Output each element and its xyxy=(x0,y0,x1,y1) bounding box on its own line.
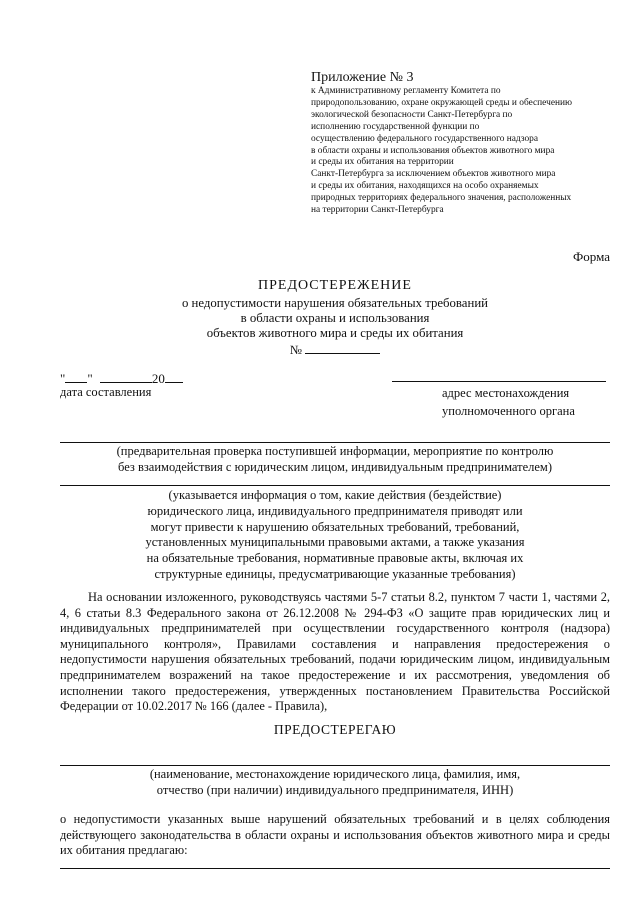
note-check-type: (предварительная проверка поступившей информации, мероприятие по контролю без взаимодействия с юридическим лицом, индивидуальным предпринимателем) xyxy=(116,444,554,474)
number-sign: № xyxy=(289,343,302,357)
day-field[interactable] xyxy=(65,370,87,383)
appendix-line: и среды их обитания на территории xyxy=(311,157,454,168)
form-label: Форма xyxy=(573,249,610,264)
appendix-line: осуществлению федерального государственного надзора xyxy=(311,133,539,144)
appendix-title: Приложение № 3 xyxy=(311,70,414,85)
fill-line-3[interactable] xyxy=(60,765,610,766)
year-field[interactable] xyxy=(165,370,183,383)
fill-line-4[interactable] xyxy=(60,868,610,869)
appendix-line: природопользованию, охране окружающей среды и обеспечению xyxy=(311,97,573,108)
fill-line-1[interactable] xyxy=(60,442,610,443)
note-subject: (наименование, местонахождение юридического лица, фамилия, имя, отчество (при наличии) индивидуального предпринимателя, ИНН) xyxy=(149,767,521,797)
note-violation-info: (указывается информация о том, какие действия (бездействие) юридического лица, индивидуального предпринимателя приводят или могут привести к нарушению обязательных требований, требований, установленных муниципальными правовыми актами, а также указания на обязательные требования, нормативные правовые акты, включая их структурные единицы, предусматривающие указанные требования) xyxy=(145,488,525,581)
appendix-line: на территории Санкт-Петербурга xyxy=(311,205,444,216)
appendix-line: и среды их обитания, находящихся на особо охраняемых xyxy=(311,181,539,192)
appendix-text xyxy=(311,86,611,217)
appendix-line: исполнению государственной функции по xyxy=(311,121,480,132)
number-row xyxy=(60,341,610,358)
subtitle-line: в области охраны и использования xyxy=(240,311,430,325)
address-label: адрес местонахождения уполномоченного органа xyxy=(442,386,575,418)
fill-line-2[interactable] xyxy=(60,485,610,486)
closing-paragraph: о недопустимости указанных выше нарушений обязательных требований и в целях соблюдения действующего законодательства в области охраны и использования объектов животного мира и среды их обитания предлагаю: xyxy=(60,812,610,858)
warn-heading: ПРЕДОСТЕРЕГАЮ xyxy=(273,722,397,737)
appendix-line: экологической безопасности Санкт-Петербурга по xyxy=(311,109,513,120)
date-field: " " 20 xyxy=(60,370,183,387)
appendix-line: к Административному регламенту Комитета по xyxy=(311,86,501,96)
appendix-line: в области охраны и использования объектов животного мира xyxy=(311,145,555,156)
subtitle-line: о недопустимости нарушения обязательных требований xyxy=(181,296,489,310)
date-label: дата составления xyxy=(60,385,152,399)
appendix-line: природных территориях федерального значения, расположенных xyxy=(311,193,572,204)
document-subtitle xyxy=(60,296,610,358)
month-field[interactable] xyxy=(100,370,152,383)
appendix-line: Санкт-Петербурга за исключением объектов животного мира xyxy=(311,169,556,180)
document-title: ПРЕДОСТЕРЕЖЕНИЕ xyxy=(258,278,412,293)
basis-paragraph: На основании изложенного, руководствуясь частями 5-7 статьи 8.2, пунктом 7 части 1, частями 2, 4, 6 статьи 8.3 Федерального закона от 26.12.2008 № 294-ФЗ «О защите прав юридических лиц и индивидуальных предпринимателей при осуществлении государственного контроля (надзора) муниципального контроля», Правилами составления и направления предостережения о недопустимости нарушения обязательных требований, подачи юридическим лицом, индивидуальным предпринимателем возражений на такое предостережение и их рассмотрения, уведомления об исполнении такого предостережения, утвержденных постановлением Правительства Российской Федерации от 10.02.2017 № 166 (далее - Правила), xyxy=(60,590,610,714)
number-field[interactable] xyxy=(305,341,380,354)
subtitle-line: объектов животного мира и среды их обитания xyxy=(206,326,464,340)
appendix-block xyxy=(311,70,611,217)
address-line[interactable] xyxy=(392,381,606,382)
